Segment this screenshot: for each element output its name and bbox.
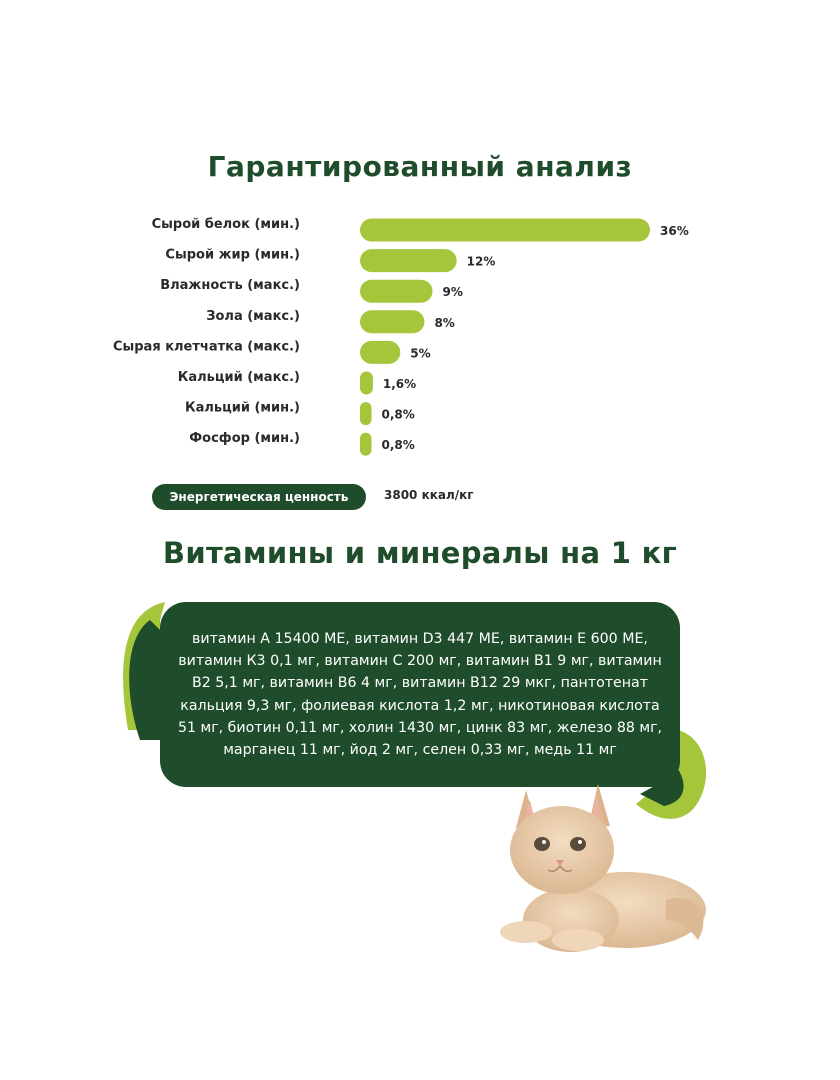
bar — [360, 219, 650, 242]
bar-value-label: 0,8% — [381, 407, 415, 422]
energy-value: 3800 ккал/кг — [384, 488, 474, 502]
kitten-illustration — [486, 770, 716, 960]
bar-value-label: 8% — [434, 315, 455, 330]
energy-label-pill: Энергетическая ценность — [152, 484, 366, 510]
bar-label: Сырой белок (мин.) — [151, 217, 300, 232]
vitamins-text: витамин А 15400 МЕ, витамин D3 447 МЕ, витамин Е 600 МЕ, витамин К3 0,1 мг, витамин С 200 мг, витамин В1 9 мг, витамин В2 5,1 мг, витамин В6 4 мг, витамин В12 29 мкг, пантотенат кальция 9,3 мг, фолиевая кислота 1,2 мг, никотиновая кислота 51 мг, биотин 0,11 мг, холин 1430 мг, цинк 83 мг, железо 88 мг, марганец 11 мг, йод 2 мг, селен 0,33 мг, медь 11 мг — [177, 630, 663, 759]
bar — [360, 310, 424, 333]
bar-value-label: 9% — [442, 285, 463, 300]
bar-value-label: 12% — [466, 254, 496, 269]
bar-label: Сырой жир (мин.) — [165, 247, 300, 263]
left-lime-swoosh — [123, 602, 165, 740]
bar-label: Кальций (мин.) — [184, 400, 300, 416]
bar — [360, 372, 373, 395]
bar-label: Сырая клетчатка (макс.) — [112, 339, 300, 355]
bar — [360, 249, 457, 272]
bar-value-label: 36% — [660, 224, 689, 238]
analysis-title: Гарантированный анализ — [207, 150, 633, 183]
bar-label: Зола (макс.) — [206, 308, 300, 324]
bar — [360, 341, 400, 364]
bar-value-label: 1,6% — [382, 377, 417, 391]
bar-value-label: 0,8% — [381, 438, 415, 453]
bar — [360, 280, 433, 303]
analysis-bar-chart — [0, 200, 840, 480]
bar-label: Кальций (макс.) — [177, 370, 300, 385]
bar-label: Фосфор (мин.) — [189, 431, 300, 447]
bar-label: Влажность (макс.) — [160, 278, 300, 294]
vitamins-title: Витамины и минералы на 1 кг — [162, 536, 678, 570]
bar — [360, 402, 372, 425]
vitamins-card — [160, 602, 680, 787]
bar — [360, 433, 372, 456]
bar-value-label: 5% — [410, 346, 431, 361]
